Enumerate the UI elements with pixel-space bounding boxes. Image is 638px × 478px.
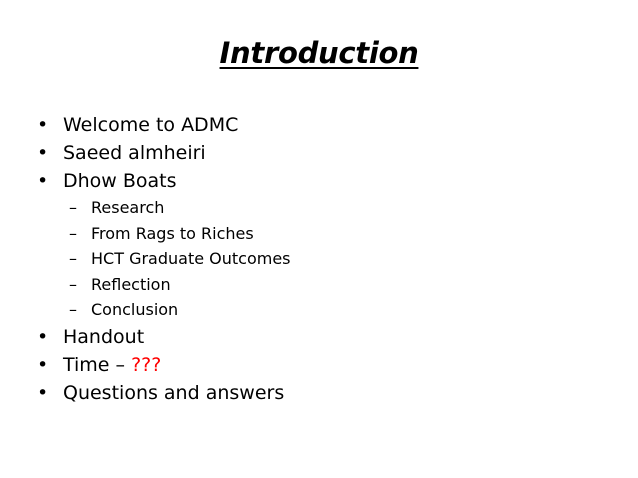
- dash-icon: –: [69, 223, 77, 243]
- dash-icon: –: [69, 249, 77, 268]
- bullet-item-presenter: [35, 139, 595, 167]
- dash-icon: –: [69, 274, 77, 294]
- sub-item-text: Research: [91, 198, 165, 217]
- bullet-text: Time –: [63, 353, 132, 376]
- bullet-item-handout: [35, 323, 595, 351]
- dash-icon: –: [69, 300, 77, 319]
- sub-item-rags-to-riches: [35, 221, 595, 247]
- sub-item-text: Reflection: [91, 274, 171, 294]
- bullet-icon: •: [37, 353, 49, 376]
- bullet-icon: •: [37, 142, 49, 164]
- bullet-text: Saeed almheiri: [63, 142, 206, 164]
- bullet-item-questions: [35, 379, 595, 407]
- bullet-icon: •: [37, 114, 49, 136]
- bullet-icon: •: [37, 170, 49, 192]
- sub-item-text: HCT Graduate Outcomes: [91, 249, 291, 268]
- bullet-item-dhow-boats: [35, 167, 595, 195]
- sub-item-text: Conclusion: [91, 300, 179, 319]
- sub-item-hct-outcomes: [35, 246, 595, 272]
- bullet-text: Questions and answers: [63, 381, 285, 404]
- bullet-text: Welcome to ADMC: [63, 114, 239, 136]
- bullet-list: [35, 111, 595, 407]
- sub-item-text: From Rags to Riches: [91, 223, 254, 243]
- dash-icon: –: [69, 198, 77, 217]
- sub-item-research: [35, 195, 595, 221]
- bullet-text: Dhow Boats: [63, 170, 177, 192]
- bullet-icon: •: [37, 381, 49, 404]
- bullet-item-welcome: [35, 111, 595, 139]
- bullet-icon: •: [37, 325, 49, 348]
- slide-title: Introduction: [219, 36, 419, 70]
- bullet-text: Handout: [63, 325, 145, 348]
- sub-item-conclusion: [35, 297, 595, 323]
- time-placeholder: ???: [131, 353, 162, 376]
- bullet-item-time: [35, 351, 595, 379]
- sub-item-reflection: [35, 272, 595, 298]
